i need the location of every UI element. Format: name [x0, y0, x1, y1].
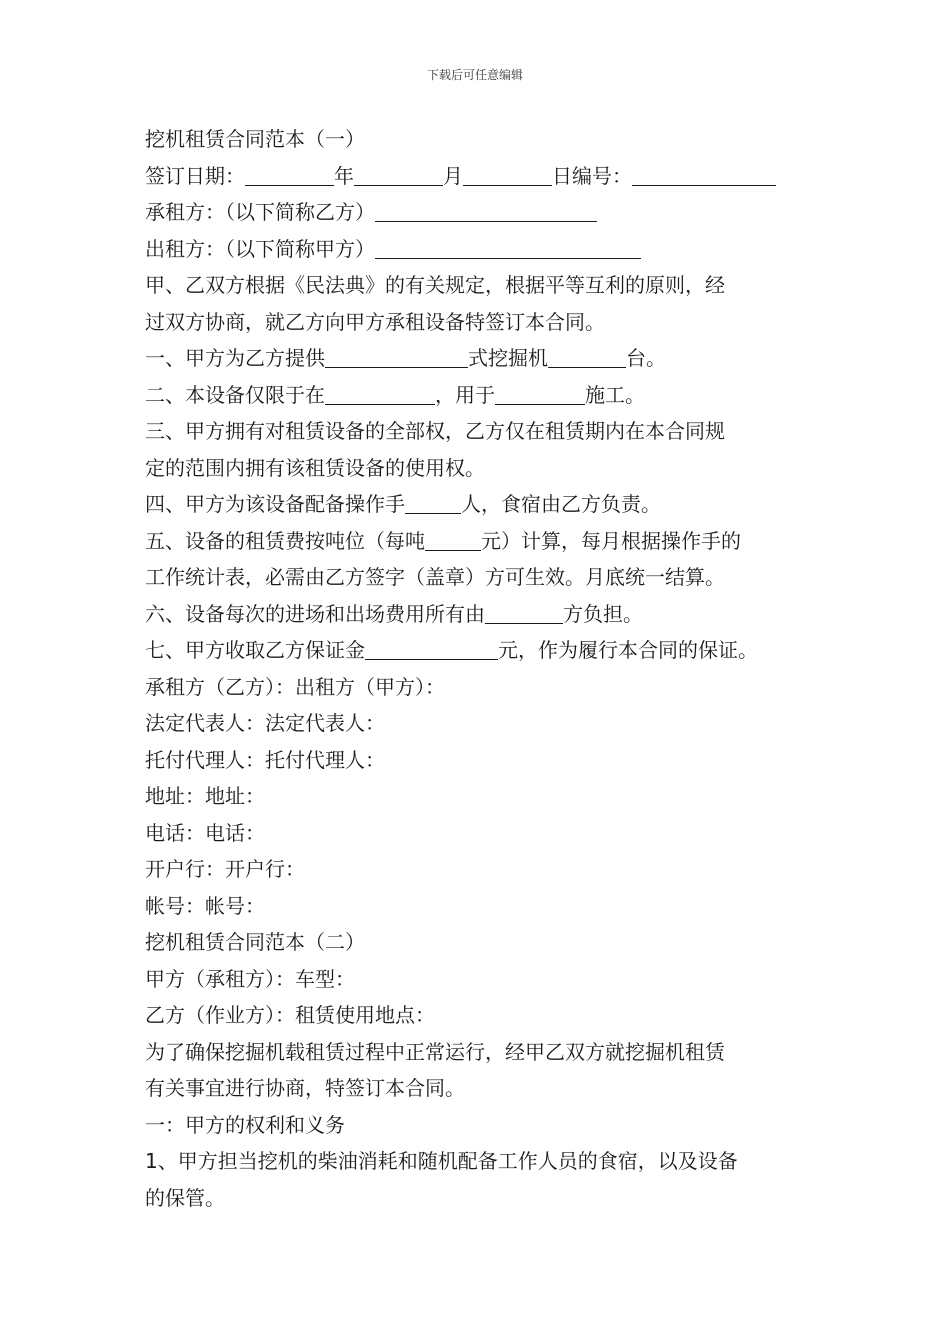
blank-location[interactable] — [325, 382, 435, 405]
paragraph-line — [145, 267, 815, 304]
clause-2 — [145, 377, 815, 414]
text: 电话：电话： — [145, 820, 265, 845]
clause-6 — [145, 596, 815, 633]
signature-agent — [145, 742, 815, 779]
text: 的保管。 — [145, 1185, 225, 1210]
line-sign-date — [145, 158, 815, 195]
signature-legal-rep — [145, 705, 815, 742]
text: 承租方：（以下简称乙方） — [145, 200, 375, 224]
text: 定的范围内拥有该租赁设备的使用权。 — [145, 455, 485, 480]
text: 过双方协商，就乙方向甲方承租设备特签订本合同。 — [145, 309, 605, 334]
signature-address — [145, 778, 815, 815]
text: 甲、乙双方根据《民法典》的有关规定，根据平等互利的原则，经 — [145, 273, 725, 297]
text: 月 — [443, 163, 463, 188]
text: 乙方（作业方）：租赁使用地点： — [145, 1003, 435, 1027]
signature-parties — [145, 669, 815, 706]
title-contract-one — [145, 121, 815, 158]
text: ，用于 — [435, 382, 495, 407]
blank-deposit[interactable] — [365, 637, 498, 660]
text: 元，作为履行本合同的保证。 — [498, 638, 758, 662]
blank-count[interactable] — [548, 345, 626, 368]
text: 方负担。 — [563, 601, 643, 626]
text: 为了确保挖掘机载租赁过程中正常运行，经甲乙双方就挖掘机租赁 — [145, 1039, 725, 1064]
clause-5 — [145, 523, 815, 560]
text: 台。 — [626, 346, 666, 370]
title-text: 挖机租赁合同范本（二） — [145, 930, 365, 954]
text: 一：甲方的权利和义务 — [145, 1112, 345, 1137]
party-b-line — [145, 997, 815, 1034]
signature-phone — [145, 815, 815, 852]
text: 二、本设备仅限于在 — [145, 382, 325, 407]
title-text: 挖机租赁合同范本（一） — [145, 127, 365, 151]
text: 帐号：帐号： — [145, 893, 265, 918]
text: 式挖掘机 — [468, 346, 548, 370]
text: 五、设备的租赁费按吨位（每吨 — [145, 528, 425, 553]
blank-price-per-ton[interactable] — [425, 528, 481, 551]
text: 一、甲方为乙方提供 — [145, 346, 325, 370]
text: 年 — [334, 163, 354, 188]
paragraph-line — [145, 1034, 815, 1071]
blank-model[interactable] — [325, 345, 468, 368]
paragraph-line — [145, 1143, 815, 1180]
text: 法定代表人：法定代表人： — [145, 711, 385, 735]
blank-lessee[interactable] — [375, 199, 597, 222]
text: 七、甲方收取乙方保证金 — [145, 638, 365, 662]
text: 人，食宿由乙方负责。 — [461, 492, 661, 516]
paragraph-line — [145, 304, 815, 341]
text: 出租方：（以下简称甲方） — [145, 236, 375, 261]
blank-operators[interactable] — [405, 491, 461, 514]
clause-3 — [145, 413, 815, 450]
party-a-line — [145, 961, 815, 998]
line-lessor — [145, 231, 815, 268]
text: 1、甲方担当挖机的柴油消耗和随机配备工作人员的食宿，以及设备 — [145, 1149, 738, 1173]
signature-bank — [145, 851, 815, 888]
text: 签订日期： — [145, 163, 245, 188]
text: 六、设备每次的进场和出场费用所有由 — [145, 601, 485, 626]
blank-fee-party[interactable] — [485, 601, 563, 624]
text: 托付代理人：托付代理人： — [145, 747, 385, 772]
text: 四、甲方为该设备配备操作手 — [145, 492, 405, 516]
page-header: 下载后可任意编辑 — [426, 68, 523, 82]
section-heading — [145, 1107, 815, 1144]
text: 元）计算，每月根据操作手的 — [481, 528, 741, 553]
text: 承租方（乙方）：出租方（甲方）： — [145, 674, 445, 699]
document-body — [145, 121, 815, 1216]
text: 甲方（承租方）：车型： — [145, 966, 355, 991]
paragraph-line — [145, 450, 815, 487]
text: 日编号： — [552, 163, 632, 188]
blank-year[interactable] — [245, 163, 334, 186]
blank-day[interactable] — [463, 163, 552, 186]
title-contract-two — [145, 924, 815, 961]
blank-lessor[interactable] — [375, 236, 641, 259]
clause-4 — [145, 486, 815, 523]
text: 地址：地址： — [145, 784, 265, 808]
blank-usage[interactable] — [495, 382, 585, 405]
blank-month[interactable] — [354, 163, 443, 186]
blank-number[interactable] — [632, 163, 776, 186]
paragraph-line — [145, 1180, 815, 1217]
paragraph-line — [145, 1070, 815, 1107]
text: 施工。 — [585, 382, 645, 407]
text: 工作统计表，必需由乙方签字（盖章）方可生效。月底统一结算。 — [145, 565, 725, 589]
paragraph-line — [145, 559, 815, 596]
text: 三、甲方拥有对租赁设备的全部权，乙方仅在租赁期内在本合同规 — [145, 419, 725, 443]
clause-1 — [145, 340, 815, 377]
signature-account — [145, 888, 815, 925]
text: 开户行：开户行： — [145, 857, 305, 881]
line-lessee — [145, 194, 815, 231]
clause-7 — [145, 632, 815, 669]
text: 有关事宜进行协商，特签订本合同。 — [145, 1076, 465, 1100]
